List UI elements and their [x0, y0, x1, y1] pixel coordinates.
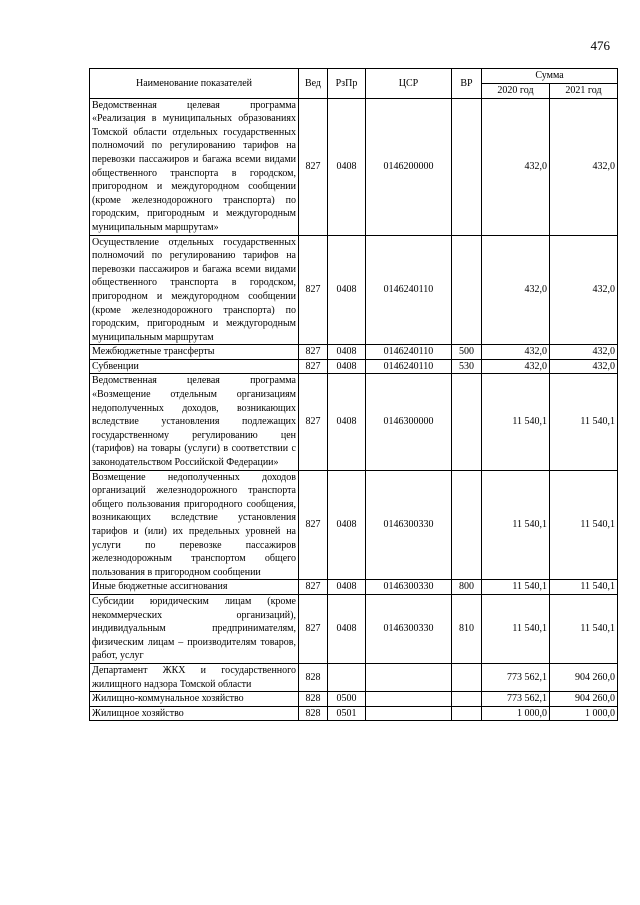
header-csr: ЦСР	[366, 69, 452, 99]
row-sum-2021: 11 540,1	[550, 470, 618, 580]
row-csr	[366, 663, 452, 691]
row-ved: 827	[299, 345, 328, 360]
row-csr	[366, 692, 452, 707]
row-vr	[452, 706, 482, 721]
row-csr: 0146240110	[366, 359, 452, 374]
header-ved: Вед	[299, 69, 328, 99]
row-csr: 0146200000	[366, 98, 452, 235]
row-ved: 828	[299, 706, 328, 721]
row-sum-2020: 432,0	[482, 359, 550, 374]
table-row	[90, 374, 618, 470]
row-sum-2021: 432,0	[550, 98, 618, 235]
row-csr: 0146300330	[366, 594, 452, 663]
row-sum-2021: 432,0	[550, 345, 618, 360]
table-row	[90, 235, 618, 345]
row-rzpr: 0501	[328, 706, 366, 721]
row-ved: 827	[299, 594, 328, 663]
header-vr: ВР	[452, 69, 482, 99]
header-2020: 2020 год	[482, 84, 550, 99]
row-sum-2021: 904 260,0	[550, 692, 618, 707]
row-vr: 530	[452, 359, 482, 374]
budget-table	[89, 68, 618, 721]
row-rzpr: 0500	[328, 692, 366, 707]
row-name: Ведомственная целевая программа «Реализация в муниципальных образованиях Томской области отдельных государственных полномочий по регулированию тарифов на перевозки пассажиров и багажа всеми видами общественного транспорта в городском, пригородном и междугородном сообщении (кроме железнодорожного транспорта) по городским, пригородным и междугородным муниципальным маршрутам»	[90, 98, 299, 235]
row-ved: 827	[299, 470, 328, 580]
row-rzpr: 0408	[328, 374, 366, 470]
table-row	[90, 692, 618, 707]
row-sum-2021: 11 540,1	[550, 594, 618, 663]
row-csr: 0146300330	[366, 470, 452, 580]
row-csr: 0146240110	[366, 235, 452, 345]
row-csr: 0146240110	[366, 345, 452, 360]
row-vr: 800	[452, 580, 482, 595]
row-vr: 810	[452, 594, 482, 663]
row-sum-2020: 1 000,0	[482, 706, 550, 721]
table-row	[90, 706, 618, 721]
row-sum-2021: 432,0	[550, 359, 618, 374]
row-ved: 827	[299, 580, 328, 595]
row-rzpr: 0408	[328, 98, 366, 235]
row-sum-2020: 11 540,1	[482, 470, 550, 580]
row-ved: 828	[299, 692, 328, 707]
row-sum-2020: 773 562,1	[482, 692, 550, 707]
row-ved: 828	[299, 663, 328, 691]
row-sum-2021: 432,0	[550, 235, 618, 345]
row-name: Субвенции	[90, 359, 299, 374]
row-vr	[452, 235, 482, 345]
row-name: Жилищно-коммунальное хозяйство	[90, 692, 299, 707]
row-vr	[452, 470, 482, 580]
row-ved: 827	[299, 235, 328, 345]
row-sum-2020: 11 540,1	[482, 580, 550, 595]
row-rzpr: 0408	[328, 580, 366, 595]
row-name: Иные бюджетные ассигнования	[90, 580, 299, 595]
row-csr	[366, 706, 452, 721]
row-rzpr: 0408	[328, 594, 366, 663]
row-vr	[452, 374, 482, 470]
row-sum-2020: 432,0	[482, 98, 550, 235]
row-sum-2020: 11 540,1	[482, 594, 550, 663]
table-row	[90, 663, 618, 691]
row-rzpr: 0408	[328, 345, 366, 360]
row-vr	[452, 663, 482, 691]
row-ved: 827	[299, 359, 328, 374]
row-rzpr: 0408	[328, 359, 366, 374]
header-name: Наименование показателей	[90, 69, 299, 99]
row-sum-2020: 773 562,1	[482, 663, 550, 691]
row-sum-2020: 11 540,1	[482, 374, 550, 470]
row-sum-2020: 432,0	[482, 345, 550, 360]
table-row	[90, 594, 618, 663]
header-2021: 2021 год	[550, 84, 618, 99]
row-name: Субсидии юридическим лицам (кроме некоммерческих организаций), индивидуальным предпринимателям, физическим лицам – производителям товаров, работ, услуг	[90, 594, 299, 663]
row-name: Межбюджетные трансферты	[90, 345, 299, 360]
row-name: Ведомственная целевая программа «Возмещение отдельным организациям недополученных доходов, возникающих вследствие установления подлежащих государственному регулированию цен (тарифов) на товары (услуги) в соответствии с законодательством Российской Федерации»	[90, 374, 299, 470]
header-rzpr: РзПр	[328, 69, 366, 99]
row-sum-2020: 432,0	[482, 235, 550, 345]
header-sum: Сумма	[482, 69, 618, 84]
table-row	[90, 345, 618, 360]
row-sum-2021: 1 000,0	[550, 706, 618, 721]
row-ved: 827	[299, 374, 328, 470]
row-rzpr: 0408	[328, 470, 366, 580]
row-rzpr: 0408	[328, 235, 366, 345]
row-rzpr	[328, 663, 366, 691]
row-name: Возмещение недополученных доходов организаций железнодорожного транспорта общего пользования пригородного сообщения, возникающих вследствие установления тарифов и (или) их предельных уровней на услуги по перевозке пассажиров железнодорожным транспортом общего пользования в пригородном сообщении	[90, 470, 299, 580]
row-csr: 0146300330	[366, 580, 452, 595]
table-row	[90, 359, 618, 374]
row-sum-2021: 11 540,1	[550, 374, 618, 470]
row-ved: 827	[299, 98, 328, 235]
row-vr	[452, 692, 482, 707]
row-csr: 0146300000	[366, 374, 452, 470]
row-name: Департамент ЖКХ и государственного жилищного надзора Томской области	[90, 663, 299, 691]
table-row	[90, 98, 618, 235]
row-vr: 500	[452, 345, 482, 360]
page-number: 476	[590, 38, 610, 53]
row-name: Осуществление отдельных государственных полномочий по регулированию тарифов на перевозки пассажиров и багажа всеми видами общественного транспорта в городском, пригородном и междугородном сообщении (кроме железнодорожного транспорта) по городским, пригородным и междугородным муниципальным маршрутам	[90, 235, 299, 345]
table-row	[90, 470, 618, 580]
row-vr	[452, 98, 482, 235]
row-name: Жилищное хозяйство	[90, 706, 299, 721]
row-sum-2021: 11 540,1	[550, 580, 618, 595]
row-sum-2021: 904 260,0	[550, 663, 618, 691]
table-row	[90, 580, 618, 595]
